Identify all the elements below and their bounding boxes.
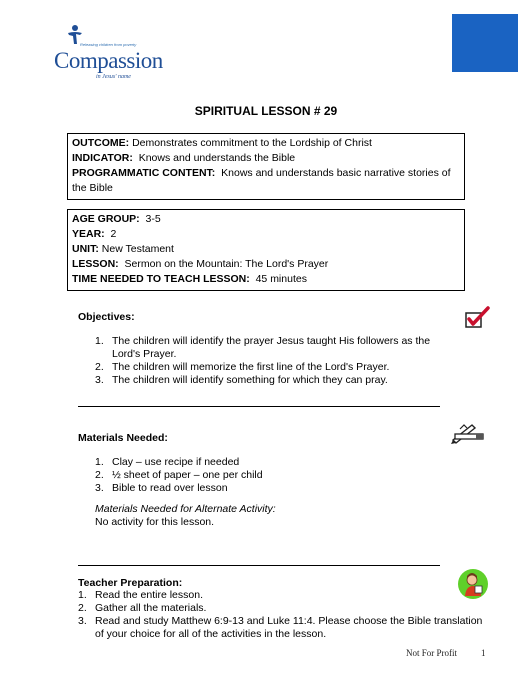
teacher-prep-list [78,589,488,641]
lesson-value: Sermon on the Mountain: The Lord's Prayer [124,258,329,270]
list-item [95,482,440,495]
list-item [95,361,440,374]
indicator-label: INDICATOR: [72,152,133,164]
item-number: 1. [95,456,104,468]
list-item [95,335,440,361]
indicator-value: Knows and understands the Bible [138,152,296,164]
blue-accent-block [452,14,518,72]
checkbox-check-icon [464,306,490,330]
item-number: 3. [78,615,87,627]
item-number: 1. [78,589,87,601]
content-label: PROGRAMMATIC CONTENT: [72,167,216,179]
unit-value: New Testament [101,243,174,255]
materials-heading: Materials Needed: [78,432,168,444]
time-label: TIME NEEDED TO TEACH LESSON: [72,273,250,285]
lesson-line [72,257,460,272]
content-line [72,166,460,196]
logo-sub: in Jesus' name [96,74,131,80]
outcome-value: Demonstrates commitment to the Lordship of Christ [132,137,372,149]
list-item [95,456,440,469]
item-number: 1. [95,335,104,347]
item-number: 2. [95,469,104,481]
item-text: Bible to read over lesson [112,482,228,494]
age-label: AGE GROUP: [72,213,140,225]
year-value: 2 [110,228,117,240]
item-number: 2. [78,602,87,614]
year-line [72,227,460,242]
objectives-list [95,335,440,387]
logo-tagline: Releasing children from poverty [80,42,137,47]
lesson-info-box [67,209,465,291]
item-text: The children will memorize the first line of the Lord's Prayer. [112,361,390,373]
objectives-heading: Objectives: [78,311,135,323]
materials-list [95,456,440,495]
outcome-box [67,133,465,200]
list-item [78,615,488,641]
item-text: ½ sheet of paper – one per child [112,469,263,481]
item-text: Gather all the materials. [95,602,207,614]
time-line [72,272,460,287]
item-number: 3. [95,482,104,494]
item-text: Read and study Matthew 6:9-13 and Luke 11:4. Please choose the Bible translation of your choice for all of the activities in the lesson. [95,615,483,640]
logo-brand: Compassion [54,48,163,73]
list-item [95,469,440,482]
item-text: The children will identify something for which they can pray. [112,374,388,386]
footer-text: Not For Profit [406,648,458,658]
indicator-line [72,151,460,166]
page-title: SPIRITUAL LESSON # 29 [194,104,338,118]
content-value: Knows and understands basic narrative stories of the Bible [72,167,451,194]
list-item [78,602,488,615]
outcome-label: OUTCOME: [72,137,130,149]
unit-line [72,242,460,257]
list-item [95,374,440,387]
divider [78,406,440,407]
item-text: Clay – use recipe if needed [112,456,240,468]
pencil-tools-icon [450,420,486,444]
item-number: 3. [95,374,104,386]
page-number: 1 [481,648,486,658]
outcome-line [72,136,460,151]
unit-label: UNIT: [72,243,99,255]
divider [78,565,440,566]
list-item [78,589,488,602]
lesson-label: LESSON: [72,258,119,270]
age-value: 3-5 [145,213,161,225]
alt-materials-text: No activity for this lesson. [95,516,215,528]
time-value: 45 minutes [255,273,307,285]
year-label: YEAR: [72,228,105,240]
alt-materials-heading: Materials Needed for Alternate Activity: [95,503,276,515]
item-text: Read the entire lesson. [95,589,203,601]
compassion-logo [52,22,172,80]
teacher-prep-heading: Teacher Preparation: [78,577,183,589]
age-line [72,212,460,227]
item-text: The children will identify the prayer Jesus taught His followers as the Lord's Prayer. [112,335,431,360]
item-number: 2. [95,361,104,373]
